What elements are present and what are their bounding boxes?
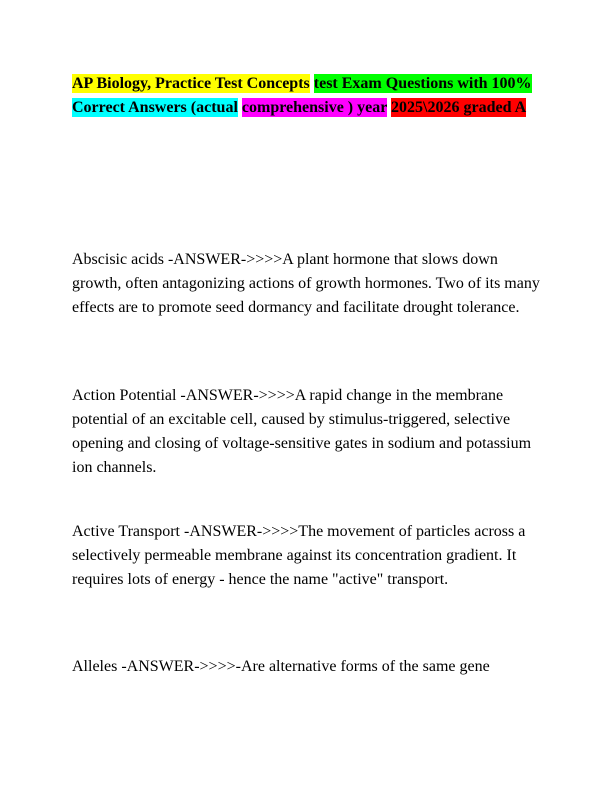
title-segment-3: Correct Answers (actual bbox=[72, 98, 238, 116]
title-segment-4: comprehensive ) year bbox=[241, 98, 388, 116]
entry-active-transport: Active Transport -ANSWER->>>>The movement of particles across a selectively permeable membrane against its concentration gradient. It requires lots of energy - hence the name "active" transport. bbox=[72, 523, 526, 588]
title-segment-5: 2025\2026 graded A bbox=[391, 98, 527, 116]
title-segment-1: AP Biology, Practice Test Concepts bbox=[72, 75, 310, 92]
entry-action-potential: Action Potential -ANSWER->>>>A rapid change in the membrane potential of an excitable cell, caused by stimulus-triggered, selective opening and closing of voltage-sensitive gates in sodium and potassium ion channels. bbox=[72, 387, 532, 476]
document-title bbox=[72, 72, 544, 119]
entry-alleles: Alleles -ANSWER->>>>-Are alternative forms of the same gene bbox=[72, 658, 490, 675]
title-segment-2: test Exam Questions with 100% bbox=[313, 75, 532, 92]
entry-abscisic-acids: Abscisic acids -ANSWER->>>>A plant hormone that slows down growth, often antagonizing actions of growth hormones. Two of its many effects are to promote seed dormancy and facilitate drought tolerance. bbox=[72, 251, 540, 316]
